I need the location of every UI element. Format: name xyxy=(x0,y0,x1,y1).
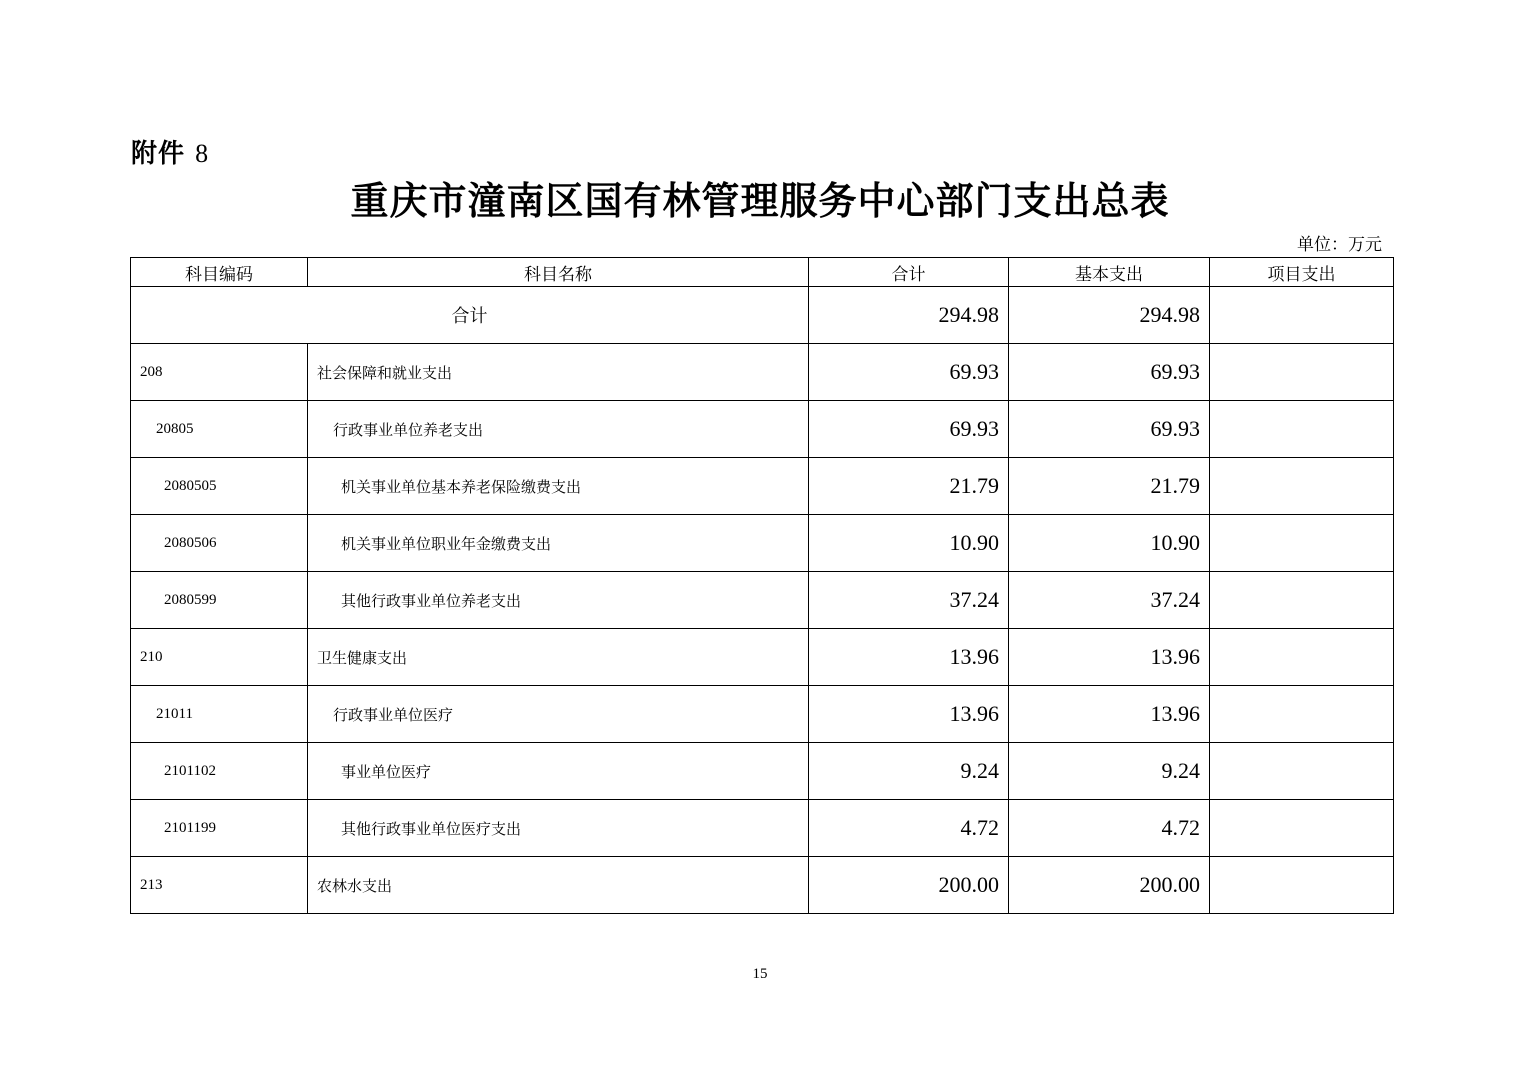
total-project xyxy=(1210,287,1394,344)
column-header-project: 项目支出 xyxy=(1210,258,1394,287)
cell-project xyxy=(1210,800,1394,857)
cell-name: 卫生健康支出 xyxy=(308,629,809,686)
cell-total: 13.96 xyxy=(809,686,1009,743)
table-row xyxy=(131,686,1394,743)
cell-project xyxy=(1210,515,1394,572)
cell-project xyxy=(1210,629,1394,686)
cell-total: 69.93 xyxy=(809,344,1009,401)
total-label: 合计 xyxy=(131,287,809,344)
cell-project xyxy=(1210,344,1394,401)
total-basic: 294.98 xyxy=(1009,287,1210,344)
cell-total: 10.90 xyxy=(809,515,1009,572)
table-row xyxy=(131,401,1394,458)
cell-basic: 200.00 xyxy=(1009,857,1210,914)
cell-name: 事业单位医疗 xyxy=(308,743,809,800)
cell-code: 2080506 xyxy=(131,515,308,572)
cell-name: 行政事业单位养老支出 xyxy=(308,401,809,458)
cell-total: 4.72 xyxy=(809,800,1009,857)
cell-name: 机关事业单位职业年金缴费支出 xyxy=(308,515,809,572)
cell-basic: 37.24 xyxy=(1009,572,1210,629)
cell-total: 69.93 xyxy=(809,401,1009,458)
cell-basic: 13.96 xyxy=(1009,629,1210,686)
column-header-name: 科目名称 xyxy=(308,258,809,287)
cell-basic: 13.96 xyxy=(1009,686,1210,743)
table-row xyxy=(131,572,1394,629)
cell-code: 2080505 xyxy=(131,458,308,515)
cell-total: 9.24 xyxy=(809,743,1009,800)
cell-name: 社会保障和就业支出 xyxy=(308,344,809,401)
table-row xyxy=(131,857,1394,914)
cell-basic: 69.93 xyxy=(1009,344,1210,401)
cell-project xyxy=(1210,401,1394,458)
expenditure-table xyxy=(130,257,1394,914)
cell-total: 37.24 xyxy=(809,572,1009,629)
page-number: 15 xyxy=(752,966,768,982)
cell-project xyxy=(1210,458,1394,515)
table-row xyxy=(131,629,1394,686)
column-header-code: 科目编码 xyxy=(131,258,308,287)
cell-project xyxy=(1210,572,1394,629)
table-row xyxy=(131,344,1394,401)
table-row xyxy=(131,800,1394,857)
cell-total: 21.79 xyxy=(809,458,1009,515)
cell-code: 213 xyxy=(131,857,308,914)
cell-code: 20805 xyxy=(131,401,308,458)
cell-code: 21011 xyxy=(131,686,308,743)
attachment-label xyxy=(131,133,209,170)
attachment-text: 附件 xyxy=(131,139,186,169)
cell-basic: 9.24 xyxy=(1009,743,1210,800)
table-row xyxy=(131,458,1394,515)
cell-name: 其他行政事业单位医疗支出 xyxy=(308,800,809,857)
total-amount: 294.98 xyxy=(809,287,1009,344)
cell-code: 208 xyxy=(131,344,308,401)
cell-name: 行政事业单位医疗 xyxy=(308,686,809,743)
cell-basic: 10.90 xyxy=(1009,515,1210,572)
cell-total: 13.96 xyxy=(809,629,1009,686)
cell-project xyxy=(1210,743,1394,800)
unit-label: 单位：万元 xyxy=(1297,235,1382,255)
cell-code: 210 xyxy=(131,629,308,686)
cell-code: 2080599 xyxy=(131,572,308,629)
cell-project xyxy=(1210,686,1394,743)
attachment-number: 8 xyxy=(195,139,210,168)
cell-code: 2101102 xyxy=(131,743,308,800)
table-row xyxy=(131,515,1394,572)
column-header-basic: 基本支出 xyxy=(1009,258,1210,287)
cell-total: 200.00 xyxy=(809,857,1009,914)
table-header-row xyxy=(131,258,1394,287)
cell-basic: 69.93 xyxy=(1009,401,1210,458)
table-row xyxy=(131,743,1394,800)
column-header-total: 合计 xyxy=(809,258,1009,287)
cell-basic: 4.72 xyxy=(1009,800,1210,857)
cell-code: 2101199 xyxy=(131,800,308,857)
page-title: 重庆市潼南区国有林管理服务中心部门支出总表 xyxy=(350,179,1170,223)
total-row xyxy=(131,287,1394,344)
cell-name: 机关事业单位基本养老保险缴费支出 xyxy=(308,458,809,515)
cell-name: 农林水支出 xyxy=(308,857,809,914)
cell-name: 其他行政事业单位养老支出 xyxy=(308,572,809,629)
cell-basic: 21.79 xyxy=(1009,458,1210,515)
cell-project xyxy=(1210,857,1394,914)
